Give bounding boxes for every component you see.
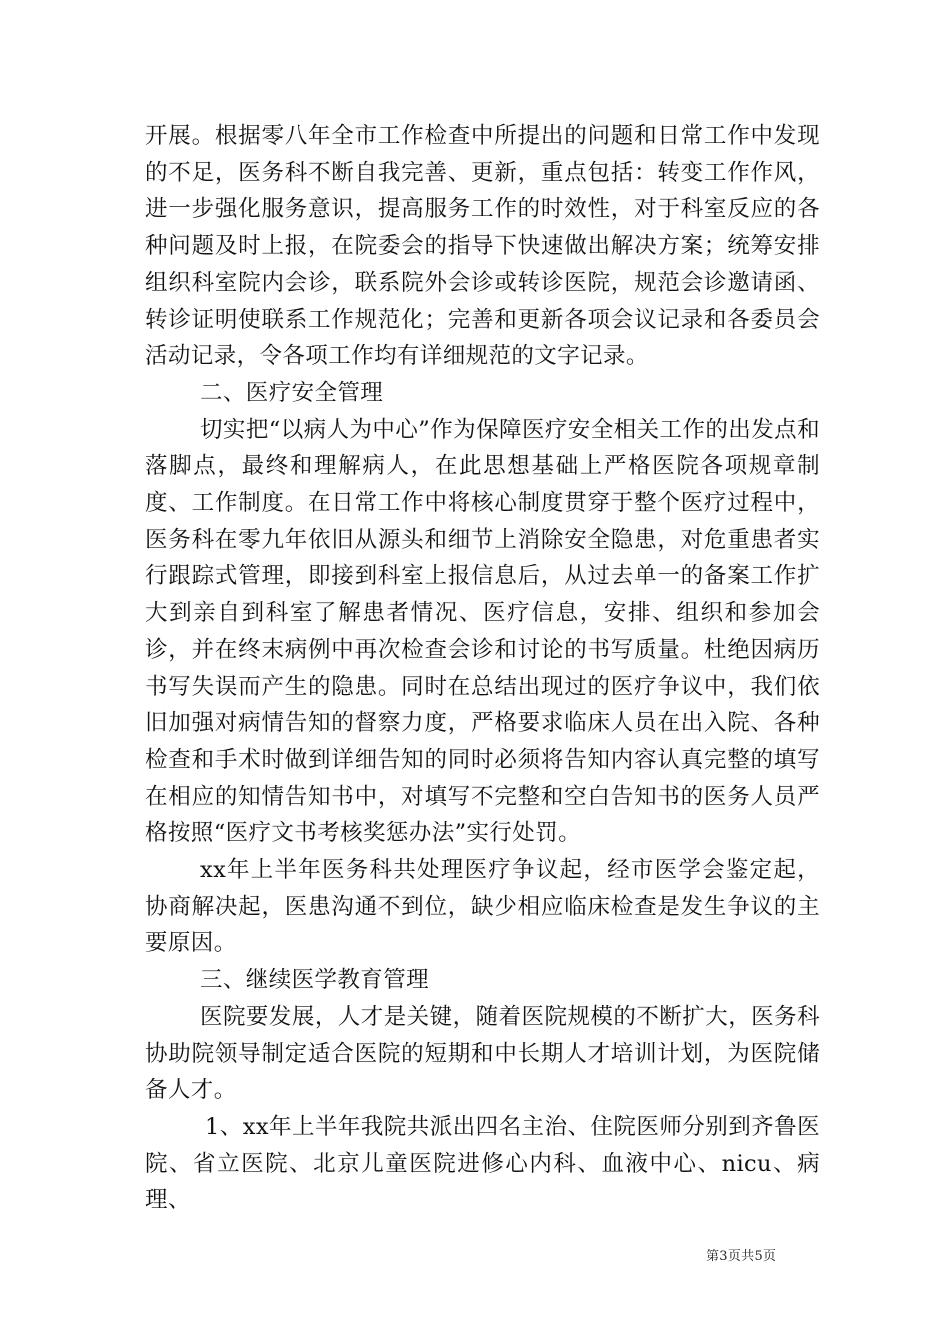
paragraph-disputes: xx年上半年医务科共处理医疗争议起，经市医学会鉴定起，协商解决起，医患沟通不到位，缺少相应临床检查是发生争议的主要原因。 bbox=[145, 857, 820, 957]
page-number-footer: 第3页共5页 bbox=[706, 1249, 777, 1264]
document-body bbox=[145, 118, 820, 1219]
section-heading-continuing-education: 三、继续医学教育管理 bbox=[200, 967, 430, 994]
paragraph-medical-safety: 切实把“以病人为中心”作为保障医疗安全相关工作的出发点和落脚点，最终和理解病人，在此思想基础上严格医院各项规章制度、工作制度。在日常工作中将核心制度贯穿于整个医疗过程中，医务科在零九年依旧从源头和细节上消除安全隐患，对危重患者实行跟踪式管理，即接到科室上报信息后，从过去单一的备案工作扩大到亲自到科室了解患者情况、医疗信息，安排、组织和参加会诊，并在终末病例中再次检查会诊和讨论的书写质量。杜绝因病历书写失误而产生的隐患。同时在总结出现过的医疗争议中，我们依旧加强对病情告知的督察力度，严格要求临床人员在出入院、各种检查和手术时做到详细告知的同时必须将告知内容认真完整的填写在相应的知情告知书中，对填写不完整和空白告知书的医务人员严格按照“医疗文书考核奖惩办法”实行处罚。 bbox=[145, 416, 820, 847]
section-heading-medical-safety: 二、医疗安全管理 bbox=[200, 379, 384, 406]
paragraph-item-1: 1、xx年上半年我院共派出四名主治、住院医师分别到齐鲁医院、省立医院、北京儿童医院进修心内科、血液中心、nicu、病理、 bbox=[145, 1113, 820, 1214]
paragraph-intro-continuation: 开展。根据零八年全市工作检查中所提出的问题和日常工作中发现的不足，医务科不断自我完善、更新，重点包括：转变工作作风，进一步强化服务意识，提高服务工作的时效性，对于科室反应的各种问题及时上报，在院委会的指导下快速做出解决方案；统筹安排组织科室院内会诊，联系院外会诊或转诊医院，规范会诊邀请函、转诊证明使联系工作规范化；完善和更新各项会议记录和各委员会活动记录，令各项工作均有详细规范的文字记录。 bbox=[145, 123, 820, 370]
paragraph-talent: 医院要发展，人才是关键，随着医院规模的不断扩大，医务科协助院领导制定适合医院的短期和中长期人才培训计划，为医院储备人才。 bbox=[145, 1003, 820, 1104]
